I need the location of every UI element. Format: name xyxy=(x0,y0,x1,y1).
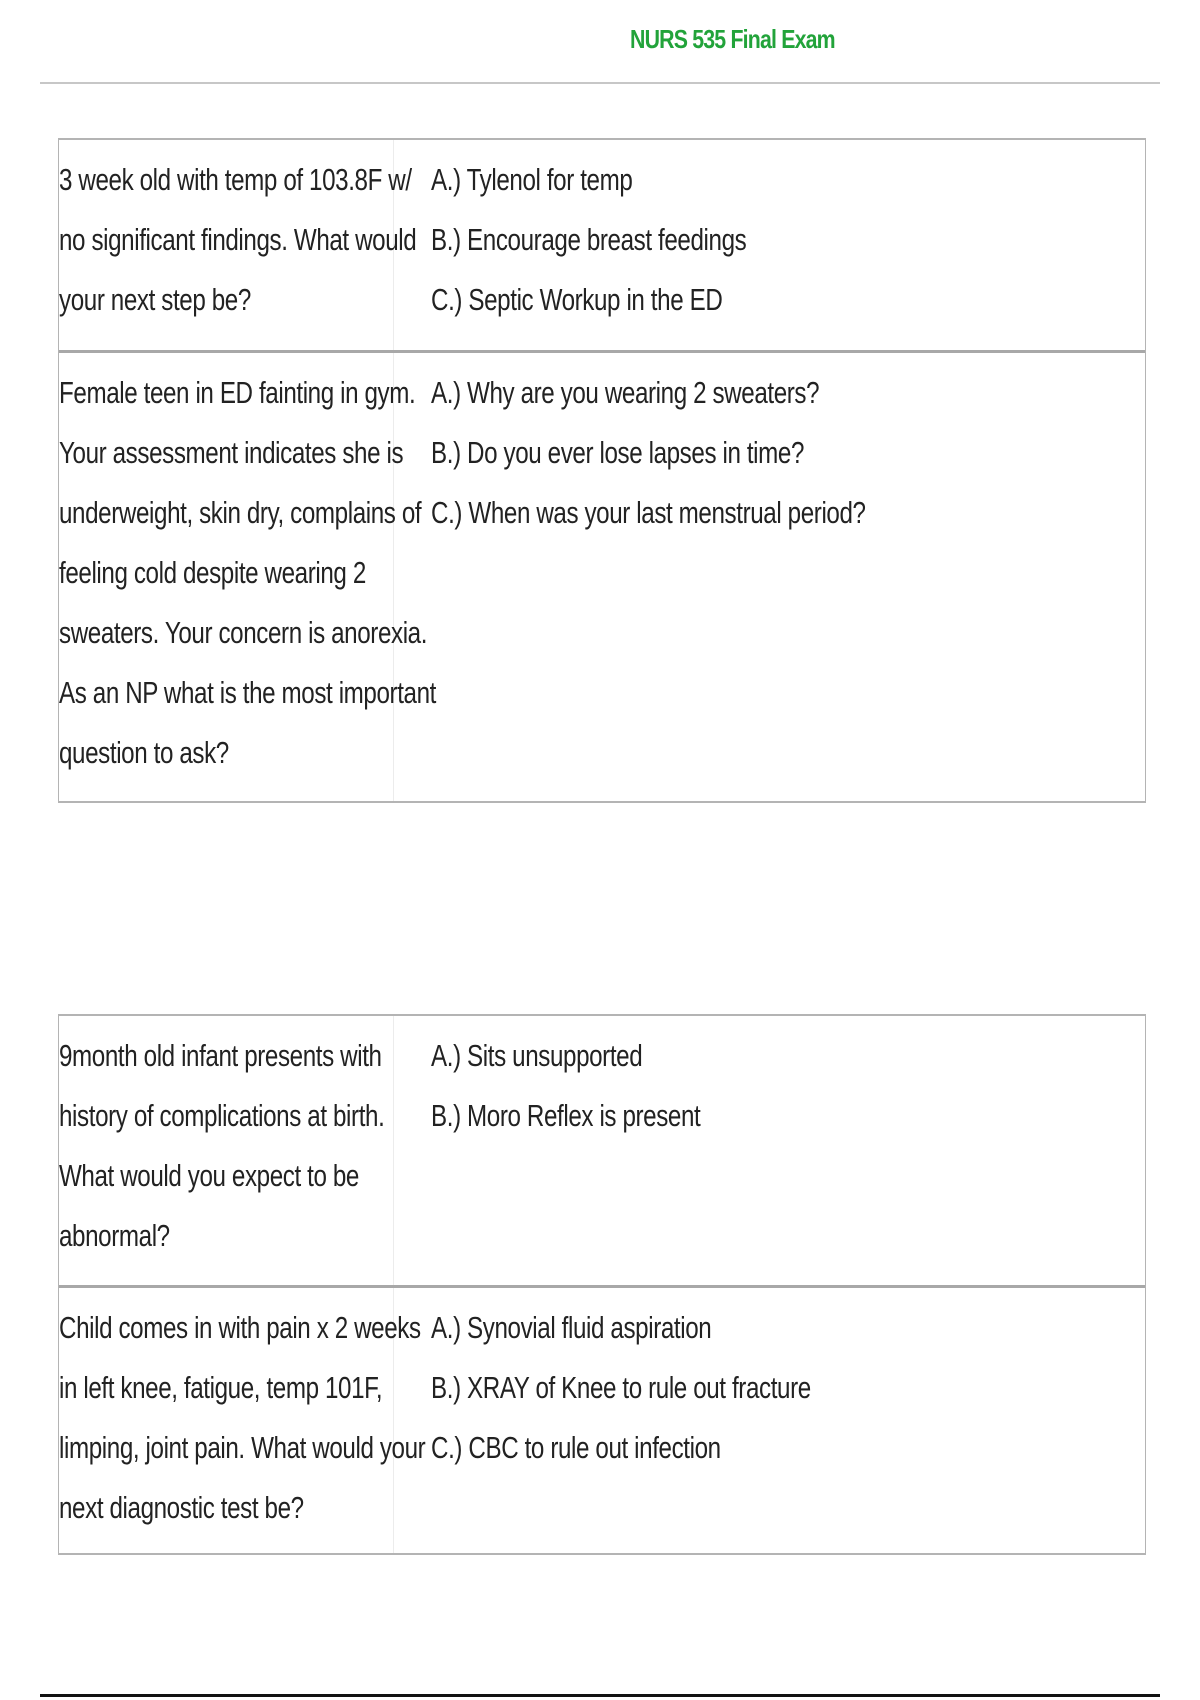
question-cell xyxy=(59,1016,394,1285)
question-cell xyxy=(59,353,436,801)
answer-option: A.) Why are you wearing 2 sweaters? xyxy=(431,375,820,410)
page-header xyxy=(40,0,1160,84)
question-cell xyxy=(59,1288,426,1553)
question-table xyxy=(58,138,1146,803)
question-text-line: Child comes in with pain x 2 weeks xyxy=(59,1310,421,1345)
question-text-line: feeling cold despite wearing 2 xyxy=(59,555,366,590)
question-text-line: Female teen in ED fainting in gym. xyxy=(59,375,416,410)
question-text-line: As an NP what is the most important xyxy=(59,675,436,710)
question-row xyxy=(59,1016,1145,1285)
question-row xyxy=(59,1285,1145,1553)
question-text-line: no significant findings. What would xyxy=(59,222,417,257)
question-text-line: underweight, skin dry, complains of xyxy=(59,495,422,530)
question-table xyxy=(58,1014,1146,1555)
answer-option: A.) Synovial fluid aspiration xyxy=(431,1310,712,1345)
answer-option: B.) Encourage breast feedings xyxy=(431,222,747,257)
answer-option: C.) When was your last menstrual period? xyxy=(431,495,866,530)
document-title: NURS 535 Final Exam xyxy=(630,24,835,54)
question-text-line: in left knee, fatigue, temp 101F, xyxy=(59,1370,383,1405)
question-text-line: What would you expect to be xyxy=(59,1158,359,1193)
question-text-line: abnormal? xyxy=(59,1218,170,1253)
answer-option: B.) XRAY of Knee to rule out fracture xyxy=(431,1370,811,1405)
answer-option: C.) CBC to rule out infection xyxy=(431,1430,721,1465)
answer-option: C.) Septic Workup in the ED xyxy=(431,282,723,317)
question-text-line: your next step be? xyxy=(59,282,251,317)
question-text-line: limping, joint pain. What would your xyxy=(59,1430,426,1465)
answer-option: A.) Sits unsupported xyxy=(431,1038,643,1073)
footer-divider xyxy=(40,1694,1160,1697)
answer-cell xyxy=(431,1288,1145,1553)
answer-cell xyxy=(431,353,1145,801)
question-text-line: next diagnostic test be? xyxy=(59,1490,304,1525)
question-text-line: sweaters. Your concern is anorexia. xyxy=(59,615,428,650)
answer-option: B.) Moro Reflex is present xyxy=(431,1098,701,1133)
answer-option: B.) Do you ever lose lapses in time? xyxy=(431,435,805,470)
answer-option: A.) Tylenol for temp xyxy=(431,162,633,197)
answer-cell xyxy=(431,140,1145,350)
question-text-line: 3 week old with temp of 103.8F w/ xyxy=(59,162,412,197)
question-text-line: 9month old infant presents with xyxy=(59,1038,382,1073)
question-text-line: question to ask? xyxy=(59,735,229,770)
question-row xyxy=(59,140,1145,350)
question-row xyxy=(59,350,1145,801)
question-cell xyxy=(59,140,417,350)
answer-cell xyxy=(431,1016,1145,1285)
question-text-line: Your assessment indicates she is xyxy=(59,435,404,470)
question-text-line: history of complications at birth. xyxy=(59,1098,385,1133)
